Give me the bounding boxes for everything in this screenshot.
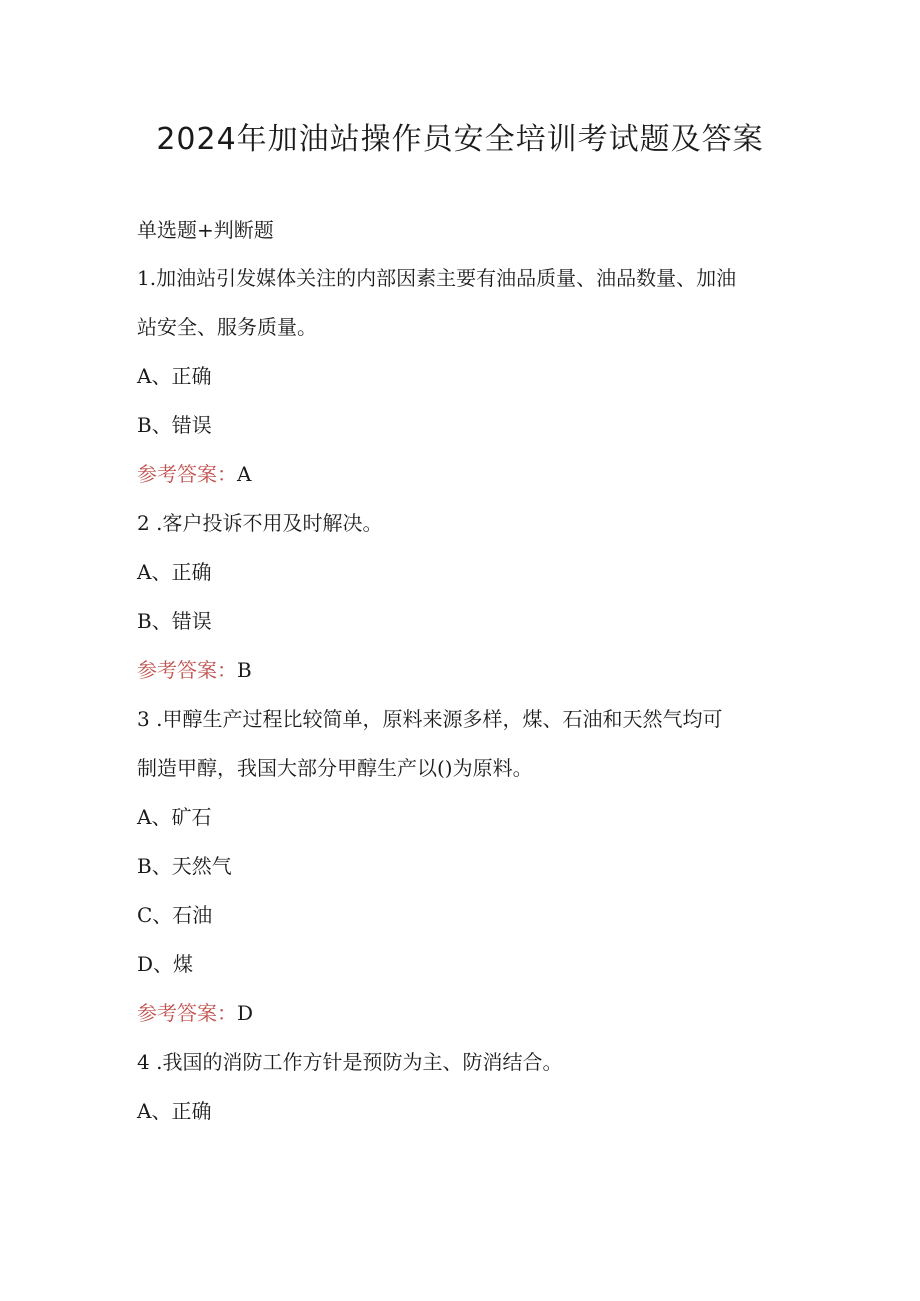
answer-value: B bbox=[237, 658, 252, 682]
question-2-answer bbox=[137, 656, 252, 684]
question-1-option-b: B、错误 bbox=[137, 413, 212, 437]
question-3-answer bbox=[137, 999, 253, 1027]
question-3-option-b: B、天然气 bbox=[137, 854, 232, 878]
question-3-text-line-2: 制造甲醇，我国大部分甲醇生产以()为原料。 bbox=[137, 756, 533, 780]
answer-label: 参考答案： bbox=[137, 658, 237, 682]
question-1-text-line-1: 1.加油站引发媒体关注的内部因素主要有油品质量、油品数量、加油 bbox=[137, 266, 737, 290]
question-3-option-a: A、矿石 bbox=[137, 805, 212, 829]
question-2-option-b: B、错误 bbox=[137, 609, 212, 633]
document-title: 2024年加油站操作员安全培训考试题及答案 bbox=[156, 122, 764, 157]
question-3-option-d: D、煤 bbox=[137, 952, 194, 976]
question-4-option-a: A、正确 bbox=[137, 1099, 212, 1123]
question-3-option-c: C、石油 bbox=[137, 903, 213, 927]
question-2-text-line-1: 2 .客户投诉不用及时解决。 bbox=[137, 511, 383, 535]
question-1-text-line-2: 站安全、服务质量。 bbox=[137, 315, 317, 339]
question-1-answer bbox=[137, 460, 251, 488]
question-4-text-line-1: 4 .我国的消防工作方针是预防为主、防消结合。 bbox=[137, 1050, 563, 1074]
question-1-option-a: A、正确 bbox=[137, 364, 212, 388]
answer-label: 参考答案： bbox=[137, 462, 237, 486]
question-2-option-a: A、正确 bbox=[137, 560, 212, 584]
question-3-text-line-1: 3 .甲醇生产过程比较简单，原料来源多样，煤、石油和天然气均可 bbox=[137, 707, 723, 731]
section-heading: 单选题+判断题 bbox=[137, 218, 274, 242]
answer-value: D bbox=[237, 1001, 254, 1025]
answer-label: 参考答案： bbox=[137, 1001, 237, 1025]
answer-value: A bbox=[237, 462, 252, 486]
